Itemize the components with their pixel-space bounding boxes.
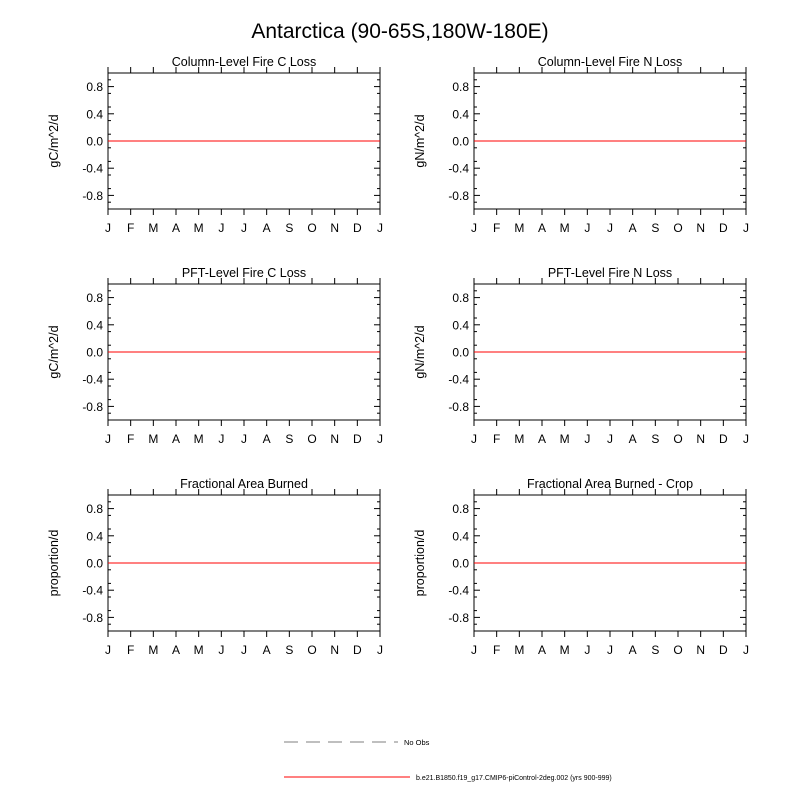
x-tick-label: J [241, 643, 247, 657]
x-tick-label: J [377, 643, 383, 657]
y-tick-label: -0.8 [448, 188, 469, 203]
x-tick-label: A [262, 643, 271, 657]
x-tick-label: J [218, 643, 225, 657]
x-tick-label: A [628, 643, 637, 657]
x-tick-label: J [377, 221, 383, 235]
panel-4 [413, 266, 749, 446]
x-tick-label: A [171, 221, 181, 235]
x-tick-label: J [241, 221, 247, 235]
y-tick-label: -0.8 [82, 610, 103, 625]
y-tick-label: 0.0 [452, 556, 469, 571]
y-tick-label: 0.0 [86, 134, 103, 149]
x-tick-label: A [171, 432, 181, 446]
x-tick-label: M [193, 221, 204, 235]
x-tick-label: J [607, 221, 613, 235]
x-tick-label: N [330, 221, 340, 235]
y-tick-label: 0.8 [452, 80, 469, 95]
panel-title: Column-Level Fire N Loss [537, 55, 683, 69]
legend-item-model-run [284, 775, 612, 782]
x-tick-label: D [718, 221, 728, 235]
x-tick-label: A [171, 643, 181, 657]
x-tick-label: O [307, 221, 317, 235]
x-tick-label: A [262, 432, 271, 446]
y-tick-label: -0.4 [448, 583, 469, 598]
x-tick-label: J [105, 432, 111, 446]
x-tick-label: S [651, 432, 660, 446]
legend-label-no-obs: No Obs [404, 738, 430, 747]
y-tick-label: -0.4 [82, 161, 103, 176]
x-tick-label: D [718, 432, 728, 446]
x-tick-label: O [307, 643, 317, 657]
x-tick-label: J [471, 221, 477, 235]
x-tick-label: M [559, 221, 570, 235]
y-tick-label: 0.4 [86, 318, 103, 333]
panel-2 [413, 55, 749, 235]
x-tick-label: D [352, 643, 362, 657]
x-tick-label: M [148, 643, 159, 657]
x-tick-label: J [743, 432, 749, 446]
legend [284, 738, 612, 782]
x-tick-label: F [126, 432, 135, 446]
y-tick-label: 0.8 [86, 291, 103, 306]
x-tick-label: N [330, 643, 340, 657]
x-tick-label: A [628, 221, 637, 235]
x-tick-label: M [559, 432, 570, 446]
x-tick-label: J [377, 432, 383, 446]
x-tick-label: A [628, 432, 637, 446]
x-tick-label: J [218, 432, 225, 446]
x-tick-label: S [651, 643, 660, 657]
x-tick-label: F [492, 432, 501, 446]
x-tick-label: J [743, 643, 749, 657]
x-tick-label: A [262, 221, 271, 235]
panel-title: Column-Level Fire C Loss [171, 55, 317, 69]
figure-title: Antarctica (90-65S,180W-180E) [251, 20, 549, 43]
x-tick-label: J [584, 643, 591, 657]
x-tick-label: J [607, 643, 613, 657]
x-tick-label: J [471, 643, 477, 657]
x-tick-label: J [607, 432, 613, 446]
y-tick-label: 0.0 [86, 345, 103, 360]
x-tick-label: N [696, 432, 706, 446]
y-tick-label: -0.8 [82, 399, 103, 414]
x-tick-label: D [718, 643, 728, 657]
y-tick-label: 0.0 [86, 556, 103, 571]
panel-3 [47, 266, 383, 446]
x-tick-label: F [492, 643, 501, 657]
y-tick-label: 0.4 [452, 529, 469, 544]
y-axis-label: gN/m^2/d [413, 325, 427, 379]
y-axis-label: proportion/d [47, 529, 61, 597]
y-tick-label: -0.4 [82, 583, 103, 598]
x-tick-label: O [307, 432, 317, 446]
x-tick-label: A [537, 643, 547, 657]
x-tick-label: O [673, 643, 683, 657]
x-tick-label: M [148, 221, 159, 235]
x-tick-label: D [352, 432, 362, 446]
x-tick-label: F [492, 221, 501, 235]
x-tick-label: F [126, 643, 135, 657]
y-tick-label: -0.8 [82, 188, 103, 203]
x-tick-label: J [105, 643, 111, 657]
y-tick-label: -0.4 [82, 372, 103, 387]
x-tick-label: N [330, 432, 340, 446]
panel-title: Fractional Area Burned - Crop [526, 477, 694, 491]
y-axis-label: proportion/d [413, 529, 427, 597]
y-tick-label: 0.0 [452, 134, 469, 149]
x-tick-label: M [193, 643, 204, 657]
x-tick-label: S [285, 221, 294, 235]
y-axis-label: gC/m^2/d [47, 114, 61, 168]
y-tick-label: 0.4 [86, 529, 103, 544]
y-axis-label: gC/m^2/d [47, 325, 61, 379]
panel-title: PFT-Level Fire C Loss [181, 266, 307, 280]
x-tick-label: A [537, 221, 547, 235]
x-tick-label: N [696, 643, 706, 657]
x-tick-label: N [696, 221, 706, 235]
x-tick-label: M [193, 432, 204, 446]
x-tick-label: S [285, 432, 294, 446]
x-tick-label: O [673, 432, 683, 446]
x-tick-label: M [559, 643, 570, 657]
y-tick-label: 0.8 [86, 80, 103, 95]
y-tick-label: -0.8 [448, 399, 469, 414]
panel-5 [47, 477, 383, 657]
x-tick-label: S [285, 643, 294, 657]
y-tick-label: 0.4 [452, 318, 469, 333]
x-tick-label: M [514, 643, 525, 657]
x-tick-label: J [218, 221, 225, 235]
x-tick-label: J [584, 221, 591, 235]
x-tick-label: J [105, 221, 111, 235]
y-tick-label: 0.8 [452, 291, 469, 306]
x-tick-label: S [651, 221, 660, 235]
x-tick-label: M [148, 432, 159, 446]
y-tick-label: -0.4 [448, 372, 469, 387]
x-tick-label: J [743, 221, 749, 235]
y-tick-label: 0.8 [86, 502, 103, 517]
panel-6 [413, 477, 749, 657]
panel-1 [47, 55, 383, 235]
x-tick-label: M [514, 432, 525, 446]
x-tick-label: J [584, 432, 591, 446]
y-tick-label: -0.4 [448, 161, 469, 176]
x-tick-label: O [673, 221, 683, 235]
x-tick-label: M [514, 221, 525, 235]
panels [47, 55, 749, 657]
x-tick-label: J [241, 432, 247, 446]
x-tick-label: J [471, 432, 477, 446]
y-tick-label: 0.4 [452, 107, 469, 122]
x-tick-label: A [537, 432, 547, 446]
x-tick-label: D [352, 221, 362, 235]
panel-title: PFT-Level Fire N Loss [547, 266, 673, 280]
y-tick-label: 0.4 [86, 107, 103, 122]
y-axis-label: gN/m^2/d [413, 114, 427, 168]
y-tick-label: 0.0 [452, 345, 469, 360]
y-tick-label: -0.8 [448, 610, 469, 625]
x-tick-label: F [126, 221, 135, 235]
y-tick-label: 0.8 [452, 502, 469, 517]
panel-title: Fractional Area Burned [180, 477, 308, 491]
legend-label-model-run: b.e21.B1850.f19_g17.CMIP6-piControl-2deg.002 (yrs 900-999) [416, 775, 612, 782]
legend-item-no-obs [284, 738, 430, 747]
